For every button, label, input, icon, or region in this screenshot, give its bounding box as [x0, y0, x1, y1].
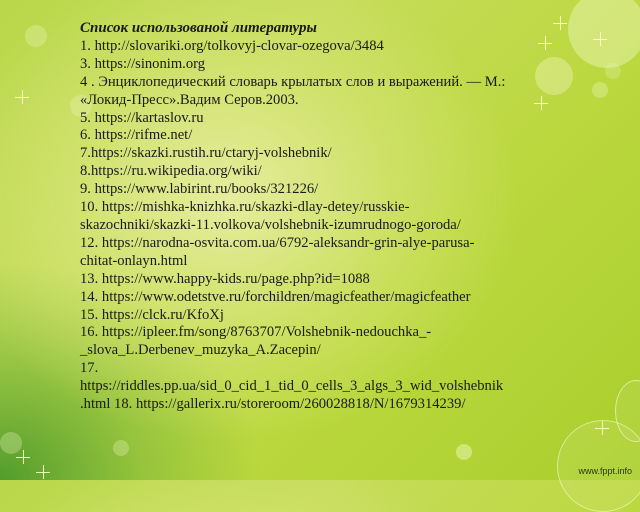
reference-line: 4 . Энциклопедический словарь крылатых слов и выражений. — М.: [80, 73, 506, 90]
reference-line: 13. https://www.happy-kids.ru/page.php?id=1088 [80, 270, 370, 287]
bokeh-circle [568, 0, 640, 68]
reference-line: 12. https://narodna-osvita.com.ua/6792-aleksandr-grin-alye-parusa- [80, 234, 475, 251]
bokeh-circle [605, 63, 621, 79]
reference-line: 7.https://skazki.rustih.ru/ctaryj-volshebnik/ [80, 145, 332, 162]
bokeh-circle [456, 444, 472, 460]
reference-line: 14. https://www.odetstve.ru/forchildren/magicfeather/magicfeather [80, 288, 471, 305]
bokeh-circle [0, 432, 22, 454]
reference-line: 6. https://rifme.net/ [80, 127, 193, 144]
reference-line: 5. https://kartaslov.ru [80, 109, 204, 126]
sparkle-icon [593, 32, 607, 46]
reference-line: 3. https://sinonim.org [80, 55, 206, 72]
reference-line: 10. https://mishka-knizhka.ru/skazki-dlay-detey/russkie- [80, 199, 410, 216]
reference-line: 8.https://ru.wikipedia.org/wiki/ [80, 163, 262, 180]
reference-line: chitat-onlayn.html [80, 252, 188, 269]
reference-line: 9. https://www.labirint.ru/books/321226/ [80, 181, 319, 198]
bokeh-circle [615, 380, 640, 442]
watermark: www.fppt.info [578, 466, 632, 476]
bokeh-circle [113, 440, 129, 456]
reference-line: 16. https://ipleer.fm/song/8763707/Volshebnik-nedouchka_- [80, 324, 432, 341]
reference-line: _slova_L.Derbenev_muzyka_A.Zacepin/ [80, 342, 321, 359]
reference-line: skazochniki/skazki-11.volkova/volshebnik-izumrudnogo-goroda/ [80, 216, 461, 233]
reference-line: 1. http://slovariki.org/tolkovyj-clovar-ozegova/3484 [80, 37, 384, 54]
reference-line: «Локид-Пресс».Вадим Серов.2003. [80, 91, 299, 108]
sparkle-icon [36, 465, 50, 479]
reference-line: .html 18. https://gallerix.ru/storeroom/260028818/N/1679314239/ [80, 396, 466, 413]
sparkle-icon [16, 450, 30, 464]
sparkle-icon [15, 90, 29, 104]
reference-line: 17. [80, 360, 99, 377]
bokeh-circle [25, 25, 47, 47]
reference-line: https://riddles.pp.ua/sid_0_cid_1_tid_0_cells_3_algs_3_wid_volshebnik [80, 378, 504, 395]
references-block [80, 20, 560, 414]
bokeh-circle [592, 82, 608, 98]
reference-line: 15. https://clck.ru/KfoXj [80, 306, 224, 323]
sparkle-icon [595, 421, 609, 435]
slide-heading: Список использованой литературы [80, 20, 317, 36]
